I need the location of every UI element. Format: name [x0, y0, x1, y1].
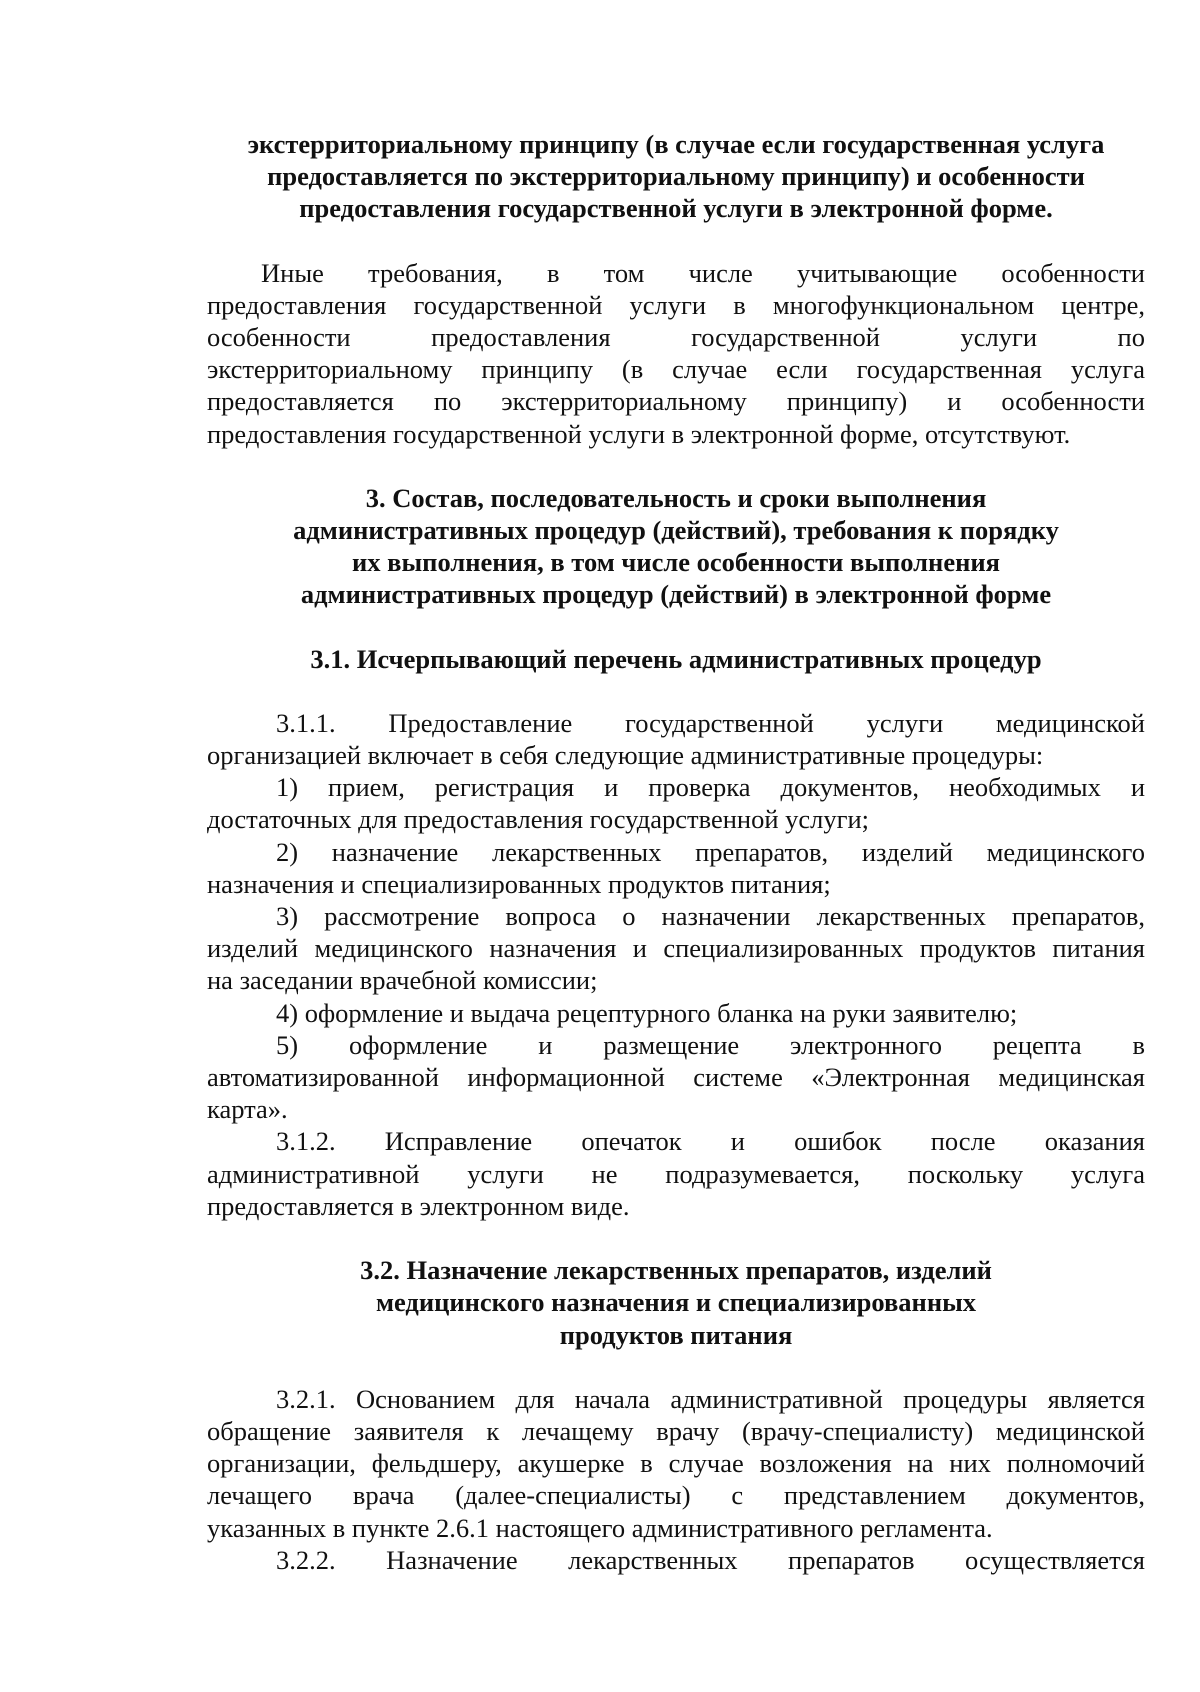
paragraph-3-1-1: [207, 707, 1145, 771]
paragraph-line: лечащего врача (далее-специалисты) с представлением документов,: [207, 1480, 1145, 1511]
document-body: [207, 128, 1145, 1576]
paragraph-line: 3) рассмотрение вопроса о назначении лекарственных препаратов,: [276, 901, 1145, 932]
paragraph-line: автоматизированной информационной системе «Электронная медицинская: [207, 1062, 1145, 1093]
paragraph-3-1-2: [207, 1125, 1145, 1222]
heading-section-3-2: [207, 1254, 1145, 1351]
heading-line: медицинского назначения и специализированных: [375, 1287, 977, 1318]
paragraph-3-2-2: [207, 1544, 1145, 1576]
heading-line: их выполнения, в том числе особенности выполнения: [352, 547, 1000, 578]
list-item-1: [207, 771, 1145, 835]
paragraph-line: организацией включает в себя следующие административные процедуры:: [207, 740, 1044, 771]
paragraph-line: назначения и специализированных продуктов питания;: [207, 868, 831, 899]
paragraph-line: указанных в пункте 2.6.1 настоящего административного регламента.: [207, 1512, 993, 1543]
paragraph-line: 3.2.1. Основанием для начала административной процедуры является: [276, 1383, 1145, 1414]
list-item-4: [207, 997, 1145, 1029]
paragraph-line: 5) оформление и размещение электронного рецепта в: [276, 1029, 1145, 1060]
heading-line: экстерриториальному принципу (в случае если государственная услуга: [247, 129, 1105, 159]
heading-line: 3. Состав, последовательность и сроки выполнения: [365, 482, 987, 513]
paragraph-line: административной услуги не подразумевается, поскольку услуга: [207, 1158, 1145, 1189]
heading-line: предоставляется по экстерриториальному принципу) и особенности: [267, 161, 1085, 192]
paragraph-line: особенности предоставления государственной услуги по: [207, 322, 1145, 353]
paragraph-line: предоставляется в электронном виде.: [207, 1190, 630, 1221]
heading-line: административных процедур (действий), требования к порядку: [293, 515, 1059, 546]
paragraph-line: достаточных для предоставления государственной услуги;: [207, 804, 870, 835]
paragraph-3-2-1: [207, 1383, 1145, 1544]
paragraph-line: карта».: [207, 1094, 288, 1125]
paragraph-line: предоставляется по экстерриториальному принципу) и особенности: [207, 386, 1145, 417]
list-item-2: [207, 836, 1145, 900]
paragraph-line: обращение заявителя к лечащему врачу (врачу-специалисту) медицинской: [207, 1415, 1145, 1446]
list-item-3: [207, 900, 1145, 997]
paragraph-line: на заседании врачебной комиссии;: [207, 965, 598, 996]
paragraph-line: 3.1.1. Предоставление государственной услуги медицинской: [276, 707, 1145, 738]
paragraph-line: 2) назначение лекарственных препаратов, изделий медицинского: [276, 836, 1145, 867]
heading-section-3: [207, 482, 1145, 611]
heading-section-3-1: [207, 643, 1145, 675]
paragraph-line: 3.1.2. Исправление опечаток и ошибок после оказания: [276, 1126, 1145, 1157]
heading-line: 3.2. Назначение лекарственных препаратов, изделий: [360, 1255, 992, 1286]
paragraph-line: 4) оформление и выдача рецептурного бланка на руки заявителю;: [276, 997, 1018, 1028]
heading-line: административных процедур (действий) в электронной форме: [300, 579, 1052, 610]
paragraph-line: предоставления государственной услуги в многофункциональном центре,: [207, 289, 1145, 320]
paragraph-line: Иные требования, в том числе учитывающие особенности: [261, 257, 1145, 288]
paragraph-line: экстерриториальному принципу (в случае если государственная услуга: [207, 354, 1145, 385]
paragraph-line: 3.2.2. Назначение лекарственных препаратов осуществляется: [276, 1544, 1145, 1575]
heading-extraterritorial: [207, 128, 1145, 225]
heading-line: 3.1. Исчерпывающий перечень административных процедур: [310, 643, 1042, 674]
paragraph-line: предоставления государственной услуги в электронной форме, отсутствуют.: [207, 418, 1071, 449]
paragraph-line: изделий медицинского назначения и специализированных продуктов питания: [207, 933, 1145, 964]
heading-line: предоставления государственной услуги в электронной форме.: [299, 193, 1053, 224]
list-item-5: [207, 1029, 1145, 1126]
paragraph-line: 1) прием, регистрация и проверка документов, необходимых и: [276, 772, 1145, 803]
heading-line: продуктов питания: [559, 1319, 793, 1350]
paragraph-other-requirements: [207, 257, 1145, 450]
paragraph-line: организации, фельдшеру, акушерке в случае возложения на них полномочий: [207, 1448, 1145, 1479]
